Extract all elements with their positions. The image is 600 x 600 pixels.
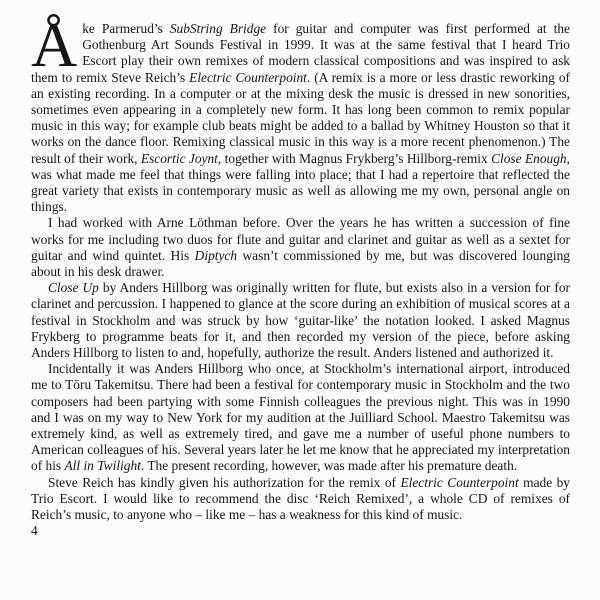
italic-work-title: Close Up [48, 280, 99, 296]
italic-work-title: All in Twilight [64, 458, 141, 474]
paragraph [31, 280, 570, 361]
body-text: Steve Reich has kindly given his authorization for the remix of [48, 474, 401, 490]
page-number: 4 [31, 523, 38, 539]
italic-work-title: Diptych [194, 247, 238, 263]
body-text: wasn’t commissioned by me, but was discovered lounging about in his desk drawer. [31, 247, 571, 280]
paragraph [31, 475, 570, 524]
italic-work-title: SubString Bridge [169, 21, 267, 36]
paragraph [31, 215, 570, 280]
paragraph [31, 361, 570, 474]
italic-work-title: Electric Counterpoint [400, 474, 519, 490]
body-text: Incidentally it was Anders Hillborg who once, at Stockholm’s international airport, introduced me to Tōru Takemitsu. There had been a festival for contemporary music in Stockholm and the two composers had been partying with some Finnish colleagues the previous night. This was in 1990 and I was on my way to New York for my audition at the Juilliard School. Maestro Takemitsu was extremely kind, as well as extremely tired, and gave me a number of useful phone numbers to American colleagues of his. Several years later he let me know that he appreciated my interpretation of his [31, 361, 570, 474]
body-text: made by Trio Escort. I would like to recommend the disc ‘Reich Remixed’, a whole CD of remixes of Reich’s music, to anyone who – like me – has a weakness for this kind of music. [31, 474, 570, 523]
italic-work-title: Electric Counterpoint [189, 69, 307, 85]
dropcap-letter: Å [31, 9, 78, 80]
body-text: I had worked with Arne Löthman before. Over the years he has written a succession of fine works for me including two duos for flute and guitar and clarinet and guitar as well as a sextet for guitar and wind quintet. His [31, 215, 570, 263]
body-text: , together with Magnus Frykberg’s Hillborg-remix [217, 150, 492, 166]
text-body [31, 9, 571, 523]
body-text: ke Parmerud’s [82, 21, 170, 36]
body-text: , was what made me feel that things were falling into place; that I had a repertoire that reflected the great variety that exists in contemporary music as well as allowing me my own, personal angle on things. [31, 150, 570, 215]
body-text: . (A remix is a more or less drastic reworking of an existing recording. In a computer or at the mixing desk the music is dressed in new sonorities, sometimes even appearing in a completely new form. It has long been common to remix popular music in this way; for example club beats might be added to a ballad by Whitney Houston so that it works on the dance floor. Remixing classical music in this way is a more recent phenomenon.) The result of their work, [31, 69, 570, 166]
paragraph [31, 9, 570, 215]
italic-work-title: Escortic Joynt [140, 150, 218, 166]
body-text: . The present recording, however, was made after his premature death. [140, 458, 518, 474]
italic-work-title: Close Enough [491, 150, 567, 166]
body-text: by Anders Hillborg was originally written for flute, but exists also in a version for for clarinet and percussion. I happened to glance at the score during an exhibition of musical scores at a festival in Stockholm and was struck by how ‘guitar-like’ the notation looked. I asked Magnus Frykberg to programme beats for it, and then recorded my version of the piece, before asking Anders Hillborg to listen to and, hopefully, authorize the result. Anders listened and authorized it. [31, 280, 571, 361]
body-text: for guitar and computer was first performed at the Gothenburg Art Sounds Festival in 1999. It was at the same festival that I heard Trio Escort play their own remixes of modern classical compositions and was inspired to ask them to remix Steve Reich’s [31, 21, 570, 85]
